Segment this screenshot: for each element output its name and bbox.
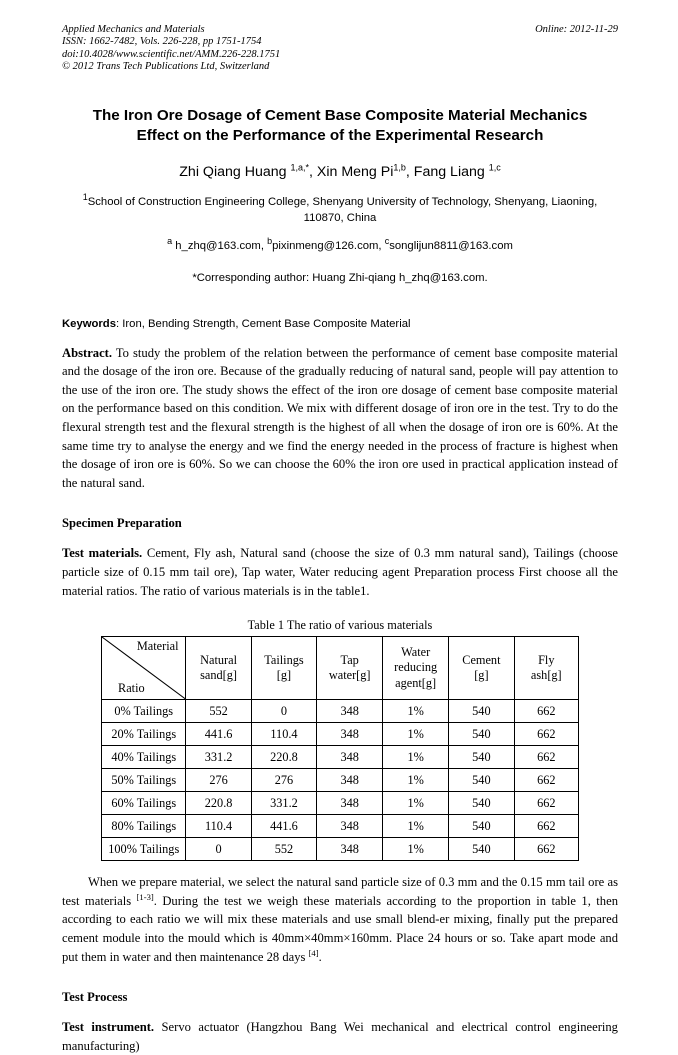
email-a: h_zhq@163.com, <box>172 239 268 252</box>
cell-fly-ash: 662 <box>514 746 578 769</box>
masthead-left <box>62 24 482 74</box>
cell-fly-ash: 662 <box>514 792 578 815</box>
header-line-2: sand[g] <box>200 668 238 683</box>
cell-cement: 540 <box>449 792 514 815</box>
cell-natural-sand: 276 <box>186 769 251 792</box>
cell-cement: 540 <box>449 723 514 746</box>
cell-tailings: 552 <box>251 838 317 861</box>
cell-water-reducing-agent: 1% <box>383 838 449 861</box>
table-row <box>102 723 579 746</box>
table-row <box>102 769 579 792</box>
journal-masthead <box>62 24 618 74</box>
cell-tailings: 276 <box>251 769 317 792</box>
reference-marker-1: [1-3] <box>136 891 154 902</box>
header-line-1: Water <box>401 644 431 659</box>
author-separator-2: , <box>405 163 414 180</box>
cell-fly-ash: 662 <box>514 815 578 838</box>
cell-tap-water: 348 <box>317 723 383 746</box>
author-3-name: Fang Liang <box>413 163 489 180</box>
table-header-water-reducing-agent <box>383 637 449 700</box>
cell-cement: 540 <box>449 700 514 723</box>
cell-water-reducing-agent: 1% <box>383 769 449 792</box>
header-line-2: water[g] <box>328 668 371 683</box>
corner-label-ratio: Ratio <box>118 680 145 695</box>
email-a-superscript: a <box>167 235 173 246</box>
email-b-superscript: b <box>267 235 273 246</box>
header-line-1: Cement <box>462 652 501 667</box>
row-label: 50% Tailings <box>102 769 186 792</box>
test-materials-label: Test materials. <box>62 546 143 561</box>
test-instrument-label: Test instrument. <box>62 1020 155 1035</box>
row-label: 60% Tailings <box>102 792 186 815</box>
cell-fly-ash: 662 <box>514 723 578 746</box>
journal-name: Applied Mechanics and Materials <box>62 24 205 35</box>
cell-cement: 540 <box>449 769 514 792</box>
header-line-2: ash[g] <box>530 668 562 683</box>
table-row <box>102 815 579 838</box>
cell-tailings: 220.8 <box>251 746 317 769</box>
title-line-2: Effect on the Performance of the Experimental Research <box>136 126 544 144</box>
table-header-cement <box>449 637 514 700</box>
cell-water-reducing-agent: 1% <box>383 792 449 815</box>
cell-natural-sand: 220.8 <box>186 792 251 815</box>
table-1-caption: Table 1 The ratio of various materials <box>247 618 433 633</box>
table-row <box>102 746 579 769</box>
section-heading-specimen-preparation: Specimen Preparation <box>62 516 182 531</box>
test-materials-text: Cement, Fly ash, Natural sand (choose the size of 0.3 mm natural sand), Tailings (choose particle size of 0.15 mm tail ore), Tap water, Water reducing agent Preparation process First choose all the material ratios. The ratio of various materials is in the table1. <box>62 546 618 598</box>
corner-label-material: Material <box>136 639 179 654</box>
post-table-text-1: When we prepare material, we select the natural sand particle size of 0.3 mm and the 0.15 mm tail ore as test materials <box>62 875 618 908</box>
cell-tailings: 441.6 <box>251 815 317 838</box>
title-line-1: The Iron Ore Dosage of Cement Base Composite Material Mechanics <box>92 106 588 124</box>
page-content <box>62 24 618 1055</box>
header-line-1: Fly <box>538 652 555 667</box>
author-separator-1: , <box>308 163 317 180</box>
author-1-superscript: 1,a,* <box>290 161 309 172</box>
header-line-2: [g] <box>276 668 292 683</box>
cell-tailings: 110.4 <box>251 723 317 746</box>
cell-fly-ash: 662 <box>514 838 578 861</box>
cell-tap-water: 348 <box>317 815 383 838</box>
header-line-1: Natural <box>200 652 238 667</box>
post-table-paragraph <box>62 873 618 966</box>
cell-cement: 540 <box>449 838 514 861</box>
author-3-superscript: 1,c <box>488 161 501 172</box>
corresponding-author: *Corresponding author: Huang Zhi-qiang h_zhq@163.com. <box>192 271 488 284</box>
post-table-text-3: . <box>318 949 322 964</box>
cell-tailings: 331.2 <box>251 792 317 815</box>
cell-tap-water: 348 <box>317 746 383 769</box>
author-1-name: Zhi Qiang Huang <box>179 163 291 180</box>
cell-tap-water: 348 <box>317 769 383 792</box>
table-header <box>102 637 579 700</box>
journal-doi: doi:10.4028/www.scientific.net/AMM.226-228.1751 <box>62 48 281 60</box>
row-label: 100% Tailings <box>102 838 186 861</box>
table-1-container <box>62 618 618 861</box>
table-body <box>102 700 579 861</box>
header-line-1: Tap <box>340 652 359 667</box>
cell-natural-sand: 552 <box>186 700 251 723</box>
cell-water-reducing-agent: 1% <box>383 746 449 769</box>
author-list <box>62 163 618 181</box>
table-header-natural-sand <box>186 637 251 700</box>
header-line-2: reducing <box>394 660 438 675</box>
row-label: 80% Tailings <box>102 815 186 838</box>
header-line-2: [g] <box>474 668 489 683</box>
email-c-superscript: c <box>384 235 390 246</box>
table-row <box>102 792 579 815</box>
table-header-row <box>102 637 579 700</box>
cell-cement: 540 <box>449 746 514 769</box>
abstract-label: Abstract. <box>62 345 113 360</box>
test-instrument-paragraph <box>62 1018 618 1055</box>
test-instrument-text: Servo actuator (Hangzhou Bang Wei mechanical and electrical control engineering manufacturing) <box>62 1020 618 1053</box>
keywords-label: Keywords <box>62 317 116 330</box>
materials-ratio-table <box>101 636 579 861</box>
cell-natural-sand: 110.4 <box>186 815 251 838</box>
table-header-tap-water <box>317 637 383 700</box>
cell-fly-ash: 662 <box>514 700 578 723</box>
page-title <box>62 106 618 146</box>
cell-tap-water: 348 <box>317 838 383 861</box>
cell-tailings: 0 <box>251 700 317 723</box>
email-b: pixinmeng@126.com, <box>272 239 385 252</box>
row-label: 20% Tailings <box>102 723 186 746</box>
cell-fly-ash: 662 <box>514 769 578 792</box>
post-table-text-2: . During the test we weigh these materials according to the proportion in table 1, then according to each ratio we will mix these materials and use small blend-er mixing, finally put the prepared cement module into the mould which is 40mm×40mm×160mm. Place 24 hours or so. Take apart mode and put them in water and then maintenance 28 days <box>62 893 618 964</box>
email-c: songlijun8811@163.com <box>389 239 513 252</box>
abstract-paragraph <box>62 344 618 493</box>
row-label: 40% Tailings <box>102 746 186 769</box>
cell-tap-water: 348 <box>317 700 383 723</box>
cell-tap-water: 348 <box>317 792 383 815</box>
table-header-fly-ash <box>514 637 578 700</box>
author-2-superscript: 1,b <box>393 161 406 172</box>
cell-natural-sand: 0 <box>186 838 251 861</box>
test-materials-paragraph <box>62 544 618 600</box>
cell-cement: 540 <box>449 815 514 838</box>
abstract-text: To study the problem of the relation between the performance of cement base composite material and the dosage of the iron ore. Because of the gradually reducing of natural sand, people will pay attention to the use of the iron ore. The study shows the effect of the iron ore dosage of cement base composite material on the performance based on this condition. We mix with different dosage of iron ore in the test. Try to do the flexural strength test and the flexural strength is the highest of all when the dosage of iron ore is 60%. At the same time try to analyse the energy and we find the energy needed in the process of fracture is highest when the dosage of iron ore is 60%. So we can choose the 60% the iron ore used in practical application instead of the natural sand. <box>62 345 618 490</box>
author-2-name: Xin Meng Pi <box>316 163 394 180</box>
journal-issn: ISSN: 1662-7482, Vols. 226-228, pp 1751-1754 <box>62 36 262 48</box>
table-corner-header-cell <box>102 637 186 700</box>
section-heading-test-process: Test Process <box>62 990 128 1005</box>
header-line-1: Tailings <box>264 652 304 667</box>
affiliation-superscript: 1 <box>82 191 88 202</box>
cell-water-reducing-agent: 1% <box>383 815 449 838</box>
online-date: Online: 2012-11-29 <box>535 24 618 35</box>
journal-copyright: © 2012 Trans Tech Publications Ltd, Switzerland <box>62 61 270 73</box>
keywords-text: : Iron, Bending Strength, Cement Base Composite Material <box>116 317 411 330</box>
reference-marker-2: [4] <box>308 947 319 958</box>
cell-natural-sand: 441.6 <box>186 723 251 746</box>
table-row <box>102 838 579 861</box>
keywords-line <box>62 317 618 332</box>
affiliation <box>62 191 618 227</box>
row-label: 0% Tailings <box>102 700 186 723</box>
header-line-3: agent[g] <box>395 675 437 690</box>
cell-water-reducing-agent: 1% <box>383 723 449 746</box>
author-emails <box>62 235 618 254</box>
table-row <box>102 700 579 723</box>
cell-water-reducing-agent: 1% <box>383 700 449 723</box>
table-header-tailings <box>251 637 317 700</box>
affiliation-text: School of Construction Engineering College, Shenyang University of Technology, Shenyang, Liaoning, 110870, China <box>87 195 598 225</box>
cell-natural-sand: 331.2 <box>186 746 251 769</box>
